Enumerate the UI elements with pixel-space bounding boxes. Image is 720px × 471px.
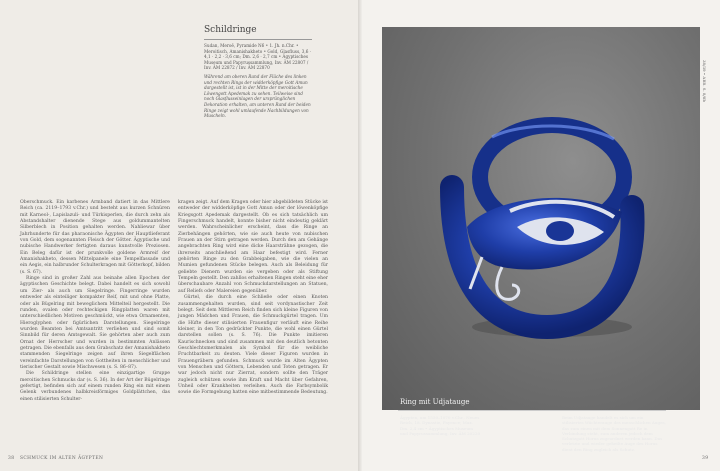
sidebar-divider <box>204 39 312 40</box>
side-margin-label: 38/39 • ABB. S. 8/8b <box>702 60 707 102</box>
ring-photograph <box>382 27 700 410</box>
caption-metadata: Ägypten, um 1550–1070 v.Chr., Neues Reich, 18. Dynastie, Fayence; Max. Dm. 2,4 cm • Ägyptisches Museum und Papyrussammlung, Inv. ÄM 20220 <box>400 415 481 436</box>
folio-number-left: 38 <box>8 456 15 461</box>
sidebar-description: Während am oberen Rand der Fläche des linken und rechten Rings der widderköpfige Gott Amun dargestellt ist, ist in der Mitte der meroitische Löwengott Apedemak zu sehen. Teilweise sind noch Glasflusseinlagen der ursprünglichen Dekoration erhalten, am unteren Rand der beiden Ringe zeigt wohl umlaufende Nachbildungen von Muscheln. <box>204 74 311 119</box>
caption-description: Beim Udjatauge handelt es sich um ein stilisiertes Wächterauge des menschlichen Auges, das zum einen mit dem Sonnengott Re in Verbindung steht, zum anderen jedoch dem Schutzgott Horus zugeordnet werden kann. Das verletzte und wieder geheilte Auge des Horus dient den Ring zugleich als Schutz. <box>562 415 666 452</box>
running-footer: SCHMUCK IM ALTEN ÄGYPTEN <box>20 456 104 461</box>
caption-divider <box>398 410 666 411</box>
paragraph: Ringe sind in großer Zahl aus beinahe allen Epochen der ägyptischen Geschichte belegt. Dabei handelt es sich sowohl um Zier- als auch um Siegelringe. Fingerringe wurden entweder als einteiliger kompakter Reif, mit und ohne Platte, oder als Bügelring mit beweglichem Mittelteil hergestellt. Die runden, ovalen oder rechteckigen Ringplatten waren mit unterschiedlichen Motiven geschmückt, wie etwa Ornamenten, Hieroglyphen oder figürlichen Darstellungen. Siegelringe wurden Beamten bei Amtsantritt verliehen und sind somit Sinnbild für deren Amtsgewalt. Sie gehörten aber auch zum Ornat der Herrscher und wurden in bestimmten Anlässen getragen. Die ebenfalls aus dem Grabschatz der Amanishakheto stammenden Siegelringe zeigen auf ihren Siegelflächen vereinfachte Darstellungen von Gottheiten in menschlicher und tierischer Gestalt sowie Mischwesen (s. S. 86–87). <box>20 276 171 370</box>
text-column-2 <box>178 200 328 397</box>
folio-number-right: 39 <box>702 456 709 461</box>
left-page <box>0 0 358 471</box>
udjat-ring-icon <box>382 27 700 410</box>
paragraph: kragen zeigt. Auf dem Kragen oder hier abgebildeten Stücke ist entweder der widderköpfige Gott Amun oder der löwenköpfige Kriegsgott Apedemak dargestellt. Ob es sich tatsächlich um Fingerschmuck handelt, konnte bisher nicht eindeutig geklärt werden. Wahrscheinlicher erscheint, dass die Ringe an Zierbehängen gehörten, wie sie auch heute von nubischen Frauen an der Stirn getragen werden. Durch den am Gehänge angebrachten Ring wird eine dicke Haarsträhne gezogen, die ihrerseits anschließend am Haar befestigt wird. Ferner gehörten Ringe zu den Grabbeigaben, wie die vielen an Mumien gefundenen Stücke belegen. Auch als Beleidung für geliebte Dienern wurden sie vergeben oder als Stiftung Tempeln gestellt. Den zahllos erhaltenen Ringen steht eine eher überschaubare Anzahl von Schmuckdarstellungen an Statuen, auf Reliefs oder Malereien gegenüber. <box>178 200 328 294</box>
right-page <box>362 0 720 471</box>
caption-title: Ring mit Udjatauge <box>400 398 470 406</box>
sidebar-title: Schildringe <box>204 25 257 35</box>
paragraph: Die Schildringe stellen eine einzigartige Gruppe meroitischen Schmucks dar (s. S. 36). In der Art der Bügelringe gefertigt, befinden sich auf einem runden Ring ein mit einem Gelenk verbundenes halbkreisförmiges Goldplättchen, das einen stilisierten Schulter- <box>20 371 170 402</box>
text-column-1 <box>20 200 170 403</box>
paragraph: Gürtel, die durch eine Schließe oder einen Knoten zusammengehalten wurden, sind seit vordynastischer Zeit belegt. Seit dem Mittleren Reich finden sich kleine Figuren von jungen Mädchen und Frauen, die Schmuckgürtel tragen. Um die Hüfte dieser stilisierten Frauenfigur verläuft eine Reihe kleiner, in den Ton gedrückter Punkte, die wohl einen Gürtel darstellen sollen (s. S. 76). Die Punkte imitieren Kaurischnecken und sind zusammen mit den deutlich betonten Geschlechtsmerkmalen als Symbol für die weibliche Fruchtbarkeit zu deuten. Viele dieser Figuren wurden in Frauengräbern gefunden. Schmuck wurde im Alten Ägypten von Menschen und Göttern, Lebenden und Toten getragen. Er war jedoch nicht nur Zierrat, sondern sollte den Träger zugleich schützen sowie ihm Kraft und Macht über Gefahren, Unheil oder Krankheiten verleihen. Auch die Farbsymbolik sowie die Formgebung hatten eine mitbestimmende Bedeutung. <box>178 295 328 396</box>
paragraph: Oberschmuck. Ein karbenes Armband datiert in das Mittlere Reich (ca. 2119–1793 v.Chr.) und besteht aus kurzen Schnüren mit Karneol-, Lapislazuli- und Türkisperlen, die durch zehn als Abstandshalter dienende Stege aus goldummantelten Silberblech in Position gehalten werden. Nahliewar über Jahrhunderte für das pharaonische Ägypten der Hauptlieferant von Gold, dem sogenannten Fleisch der Götter. Ägyptische und nubische Handwerker fertigten daraus kunstvolle Preziosen. Ein Beleg dafür ist der prunkvolle goldene Armreif der Amanishakheto, dessen Mittelpanele eine Tempelfassade und ein Aegis, ein halbrunder Schulterkragen mit Götterkopf, bilden (s. S. 67). <box>20 200 170 275</box>
sidebar-metadata: Sudan, Meroë, Pyramide N6 • 1. Jh. n.Chr. • Meroitisch, Amanishakheto • Gold, Glasfluss, 3,6 · 4,1 · 2,2 · 3,6 cm; Dm. 2,6 · 2,7 cm • Ägyptisches Museum und Papyrussammlung, Inv. ÄM 22807 / Inv. ÄM 22872 / Inv. ÄM 22870 <box>204 43 312 71</box>
